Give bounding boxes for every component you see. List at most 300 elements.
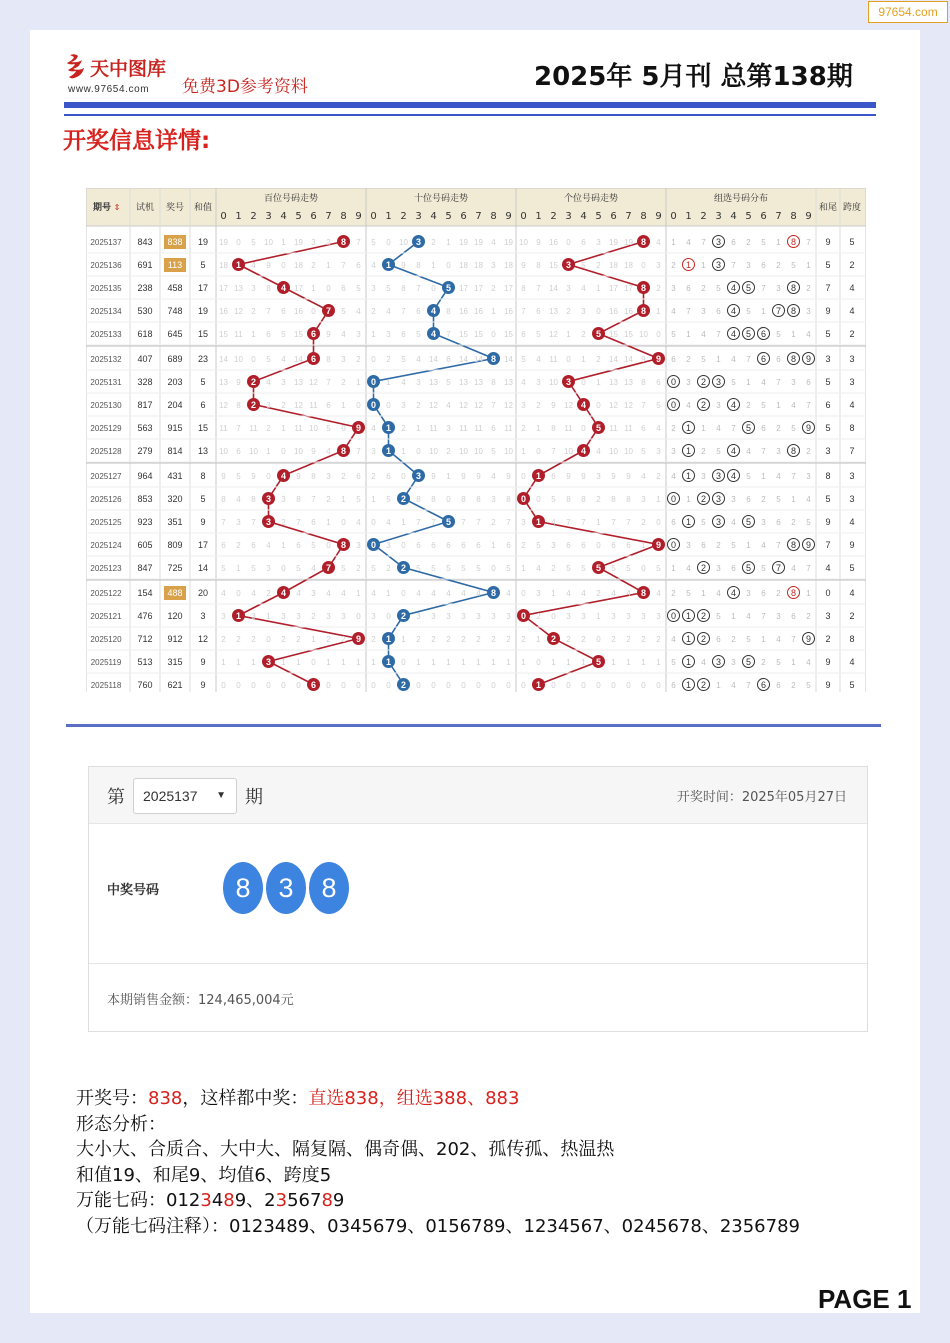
group-omission: 2 xyxy=(701,447,706,456)
omission-count: 1 xyxy=(566,330,571,339)
omission-count: 3 xyxy=(656,261,661,270)
omission-count: 0 xyxy=(581,681,586,690)
omission-count: 1 xyxy=(461,658,466,667)
hit-digit: 8 xyxy=(490,588,497,598)
omission-count: 3 xyxy=(596,472,601,481)
omission-count: 2 xyxy=(416,401,421,410)
group-omission: 5 xyxy=(761,401,766,410)
omission-count: 7 xyxy=(311,495,316,504)
group-hit-digit: 1 xyxy=(685,471,692,481)
omission-count: 0 xyxy=(596,541,601,550)
hit-digit: 2 xyxy=(400,680,407,690)
analysis-line-form: 形态分析： xyxy=(76,1113,166,1135)
group-omission: 2 xyxy=(701,284,706,293)
omission-count: 18 xyxy=(459,261,468,270)
digit-header: 9 xyxy=(505,211,512,222)
omission-count: 0 xyxy=(296,681,301,690)
omission-count: 7 xyxy=(266,307,271,316)
issue-cell: 2025128 xyxy=(90,447,122,456)
omission-count: 0 xyxy=(401,541,406,550)
omission-count: 6 xyxy=(266,330,271,339)
group-omission: 1 xyxy=(746,541,751,550)
omission-count: 5 xyxy=(416,330,421,339)
omission-count: 0 xyxy=(431,284,436,293)
sum-cell: 12 xyxy=(197,634,209,644)
omission-count: 1 xyxy=(311,284,316,293)
omission-count: 2 xyxy=(311,261,316,270)
omission-count: 6 xyxy=(476,541,481,550)
group-omission: 4 xyxy=(746,612,751,621)
draw-cell: 725 xyxy=(167,563,183,573)
omission-count: 4 xyxy=(356,307,361,316)
group-omission: 5 xyxy=(731,541,736,550)
analysis-line-notes: （万能七码注释）：0123489、0345679、0156789、1234567、0245678、2356789 xyxy=(76,1215,800,1237)
digit-header: 7 xyxy=(475,211,482,222)
sum-cell: 9 xyxy=(200,680,206,690)
group-omission: 1 xyxy=(671,564,676,573)
hit-digit: 8 xyxy=(640,588,647,598)
omission-count: 5 xyxy=(296,564,301,573)
omission-count: 12 xyxy=(564,401,573,410)
omission-count: 1 xyxy=(416,424,421,433)
omission-count: 14 xyxy=(549,284,558,293)
omission-count: 10 xyxy=(219,447,228,456)
group-omission: 2 xyxy=(776,261,781,270)
trial-cell: 923 xyxy=(137,517,153,527)
tail-cell: 2 xyxy=(825,634,831,644)
omission-count: 3 xyxy=(476,612,481,621)
group-omission: 4 xyxy=(716,589,721,598)
omission-count: 3 xyxy=(521,518,526,527)
omission-count: 5 xyxy=(371,564,376,573)
trial-cell: 563 xyxy=(137,423,153,433)
trial-cell: 407 xyxy=(137,354,153,364)
omission-count: 6 xyxy=(626,541,631,550)
digit-header: 9 xyxy=(655,211,662,222)
hit-digit: 3 xyxy=(265,517,272,527)
omission-count: 13 xyxy=(504,378,513,387)
omission-count: 3 xyxy=(251,284,256,293)
sum-cell: 15 xyxy=(197,329,209,339)
omission-count: 0 xyxy=(656,681,661,690)
omission-count: 0 xyxy=(371,355,376,364)
omission-count: 1 xyxy=(611,658,616,667)
omission-count: 2 xyxy=(566,307,571,316)
omission-count: 2 xyxy=(371,307,376,316)
omission-count: 0 xyxy=(401,589,406,598)
omission-count: 4 xyxy=(326,589,331,598)
group-omission: 7 xyxy=(701,238,706,247)
omission-count: 15 xyxy=(549,261,558,270)
omission-count: 2 xyxy=(536,401,541,410)
sum-cell: 20 xyxy=(197,588,209,598)
digit-header: 1 xyxy=(535,211,542,222)
tail-cell: 5 xyxy=(825,423,831,433)
omission-count: 1 xyxy=(446,472,451,481)
omission-count: 1 xyxy=(281,238,286,247)
omission-count: 1 xyxy=(371,330,376,339)
omission-count: 3 xyxy=(326,612,331,621)
group-omission: 1 xyxy=(791,330,796,339)
col-issue-header: 期号 xyxy=(92,203,112,213)
omission-count: 1 xyxy=(446,658,451,667)
group-omission: 7 xyxy=(806,401,811,410)
hit-digit: 8 xyxy=(340,446,347,456)
span-cell: 2 xyxy=(849,329,855,339)
omission-count: 10 xyxy=(564,447,573,456)
omission-count: 9 xyxy=(311,447,316,456)
sum-cell: 3 xyxy=(200,611,206,621)
issue-select[interactable] xyxy=(133,778,237,814)
omission-count: 1 xyxy=(326,658,331,667)
issue-select-value: 2025137 xyxy=(143,788,198,804)
omission-count: 8 xyxy=(551,424,556,433)
omission-count: 2 xyxy=(281,635,286,644)
omission-count: 1 xyxy=(536,635,541,644)
omission-count: 4 xyxy=(491,472,496,481)
draw-cell: 748 xyxy=(167,306,183,316)
group-hit-digit: 7 xyxy=(775,563,782,573)
issue-cell: 2025123 xyxy=(90,564,122,573)
group-hit-digit: 1 xyxy=(685,657,692,667)
omission-count: 4 xyxy=(476,589,481,598)
omission-count: 4 xyxy=(236,495,241,504)
omission-count: 17 xyxy=(504,284,513,293)
group-hit-digit: 8 xyxy=(790,446,797,456)
sum-cell: 6 xyxy=(200,400,206,410)
omission-count: 1 xyxy=(491,307,496,316)
omission-count: 5 xyxy=(386,495,391,504)
group-omission: 3 xyxy=(791,378,796,387)
group-omission: 6 xyxy=(716,307,721,316)
col-trial-header: 试机 xyxy=(135,203,155,213)
omission-count: 0 xyxy=(311,307,316,316)
omission-count: 19 xyxy=(459,238,468,247)
group-omission: 3 xyxy=(806,307,811,316)
omission-count: 1 xyxy=(521,658,526,667)
group-omission: 7 xyxy=(731,424,736,433)
omission-count: 19 xyxy=(624,238,633,247)
hit-digit: 8 xyxy=(340,237,347,247)
omission-count: 1 xyxy=(311,635,316,644)
omission-count: 3 xyxy=(626,612,631,621)
group-omission: 5 xyxy=(716,612,721,621)
omission-count: 0 xyxy=(476,681,481,690)
hit-digit: 1 xyxy=(235,611,242,621)
group-hit-digit: 0 xyxy=(670,494,677,504)
omission-count: 2 xyxy=(461,635,466,644)
group-omission: 3 xyxy=(686,378,691,387)
omission-count: 9 xyxy=(461,472,466,481)
omission-count: 1 xyxy=(356,658,361,667)
omission-count: 6 xyxy=(461,541,466,550)
omission-count: 2 xyxy=(521,541,526,550)
span-cell: 4 xyxy=(849,657,855,667)
omission-count: 1 xyxy=(266,447,271,456)
group-hit-digit: 3 xyxy=(715,657,722,667)
group-omission: 1 xyxy=(806,589,811,598)
span-cell: 5 xyxy=(849,680,855,690)
omission-count: 10 xyxy=(234,355,243,364)
omission-count: 9 xyxy=(566,472,571,481)
group-omission: 3 xyxy=(776,284,781,293)
group-omission: 4 xyxy=(686,564,691,573)
omission-count: 0 xyxy=(521,472,526,481)
zone-header: 百位号码走势 xyxy=(263,194,319,204)
omission-count: 2 xyxy=(251,635,256,644)
group-hit-digit: 2 xyxy=(700,680,707,690)
tail-cell: 0 xyxy=(825,588,831,598)
tail-cell: 9 xyxy=(825,306,831,316)
group-omission: 2 xyxy=(761,658,766,667)
omission-count: 12 xyxy=(234,307,243,316)
omission-count: 7 xyxy=(356,447,361,456)
omission-count: 10 xyxy=(249,447,258,456)
sum-cell: 9 xyxy=(200,517,206,527)
draw-cell: 912 xyxy=(167,634,183,644)
group-omission: 2 xyxy=(671,589,676,598)
group-hit-digit: 2 xyxy=(700,611,707,621)
sum-cell: 5 xyxy=(200,377,206,387)
omission-count: 6 xyxy=(311,518,316,527)
issue-cell: 2025121 xyxy=(90,612,122,621)
omission-count: 3 xyxy=(221,612,226,621)
hit-digit: 9 xyxy=(355,423,362,433)
group-omission: 4 xyxy=(701,658,706,667)
omission-count: 9 xyxy=(236,378,241,387)
omission-count: 18 xyxy=(474,261,483,270)
digit-header: 7 xyxy=(775,211,782,222)
group-hit-digit: 4 xyxy=(730,446,737,456)
hit-digit: 7 xyxy=(325,306,332,316)
omission-count: 7 xyxy=(641,401,646,410)
omission-count: 5 xyxy=(431,564,436,573)
omission-count: 19 xyxy=(219,238,228,247)
omission-count: 2 xyxy=(296,635,301,644)
header-rule-thin xyxy=(64,114,876,116)
omission-count: 2 xyxy=(356,355,361,364)
group-omission: 1 xyxy=(671,238,676,247)
group-omission: 1 xyxy=(806,261,811,270)
group-omission: 4 xyxy=(671,307,676,316)
omission-count: 6 xyxy=(251,541,256,550)
omission-count: 9 xyxy=(221,472,226,481)
omission-count: 10 xyxy=(549,378,558,387)
omission-count: 5 xyxy=(446,378,451,387)
sum-cell: 8 xyxy=(200,471,206,481)
hit-digit: 1 xyxy=(385,634,392,644)
digit-header: 0 xyxy=(370,211,377,222)
span-cell: 4 xyxy=(849,306,855,316)
group-omission: 2 xyxy=(686,355,691,364)
group-hit-digit: 5 xyxy=(745,563,752,573)
omission-count: 1 xyxy=(341,658,346,667)
omission-count: 12 xyxy=(219,401,228,410)
digit-header: 5 xyxy=(295,211,302,222)
header-subtitle: 免费3D参考资料 xyxy=(182,77,308,97)
omission-count: 4 xyxy=(581,284,586,293)
omission-count: 2 xyxy=(596,355,601,364)
tail-cell: 4 xyxy=(825,563,831,573)
omission-count: 5 xyxy=(251,238,256,247)
tail-cell: 5 xyxy=(825,377,831,387)
omission-count: 2 xyxy=(281,401,286,410)
omission-count: 1 xyxy=(626,658,631,667)
group-omission: 2 xyxy=(731,635,736,644)
omission-count: 6 xyxy=(521,330,526,339)
omission-count: 6 xyxy=(356,472,361,481)
omission-count: 2 xyxy=(611,635,616,644)
group-hit-digit: 4 xyxy=(730,329,737,339)
group-omission: 4 xyxy=(731,518,736,527)
omission-count: 18 xyxy=(609,261,618,270)
hit-digit: 9 xyxy=(355,634,362,644)
omission-count: 4 xyxy=(386,518,391,527)
span-cell: 3 xyxy=(849,354,855,364)
omission-count: 1 xyxy=(521,447,526,456)
omission-count: 6 xyxy=(446,355,451,364)
omission-count: 15 xyxy=(474,330,483,339)
watermark: 97654.com xyxy=(868,1,948,23)
omission-count: 16 xyxy=(474,307,483,316)
digit-header: 1 xyxy=(385,211,392,222)
omission-count: 3 xyxy=(341,612,346,621)
omission-count: 3 xyxy=(641,495,646,504)
group-hit-digit: 5 xyxy=(745,517,752,527)
omission-count: 18 xyxy=(624,261,633,270)
issue-cell: 2025135 xyxy=(90,284,122,293)
group-omission: 7 xyxy=(806,564,811,573)
issue-cell: 2025131 xyxy=(90,378,122,387)
omission-count: 5 xyxy=(536,541,541,550)
omission-count: 6 xyxy=(611,541,616,550)
issue-cell: 2025118 xyxy=(90,681,122,690)
group-omission: 4 xyxy=(686,238,691,247)
omission-count: 14 xyxy=(294,355,303,364)
group-hit-digit: 4 xyxy=(730,588,737,598)
omission-count: 3 xyxy=(371,284,376,293)
digit-header: 6 xyxy=(310,211,317,222)
omission-count: 3 xyxy=(581,307,586,316)
hit-digit: 6 xyxy=(310,354,317,364)
group-hit-digit: 4 xyxy=(730,283,737,293)
group-omission: 6 xyxy=(776,518,781,527)
omission-count: 7 xyxy=(416,518,421,527)
omission-count: 4 xyxy=(656,424,661,433)
sum-cell: 9 xyxy=(200,657,206,667)
omission-count: 0 xyxy=(611,681,616,690)
group-omission: 7 xyxy=(716,330,721,339)
omission-count: 11 xyxy=(249,424,258,433)
omission-count: 12 xyxy=(474,401,483,410)
span-cell: 4 xyxy=(849,588,855,598)
omission-count: 4 xyxy=(341,330,346,339)
omission-count: 0 xyxy=(416,447,421,456)
tail-cell: 5 xyxy=(825,260,831,270)
omission-count: 11 xyxy=(294,424,303,433)
omission-count: 4 xyxy=(416,589,421,598)
omission-count: 2 xyxy=(536,612,541,621)
digit-header: 0 xyxy=(220,211,227,222)
omission-count: 17 xyxy=(294,284,303,293)
omission-count: 4 xyxy=(566,589,571,598)
hit-digit: 1 xyxy=(535,517,542,527)
omission-count: 4 xyxy=(536,355,541,364)
omission-count: 7 xyxy=(236,424,241,433)
omission-count: 0 xyxy=(596,401,601,410)
hit-digit: 3 xyxy=(565,377,572,387)
omission-count: 10 xyxy=(474,447,483,456)
omission-count: 4 xyxy=(611,589,616,598)
digit-header: 3 xyxy=(265,211,272,222)
omission-count: 0 xyxy=(386,681,391,690)
omission-count: 13 xyxy=(549,307,558,316)
group-hit-digit: 5 xyxy=(745,283,752,293)
omission-count: 10 xyxy=(624,447,633,456)
group-omission: 6 xyxy=(671,518,676,527)
omission-count: 3 xyxy=(386,330,391,339)
group-omission: 2 xyxy=(791,681,796,690)
omission-count: 4 xyxy=(401,378,406,387)
omission-count: 2 xyxy=(581,635,586,644)
group-omission: 2 xyxy=(716,541,721,550)
group-hit-digit: 3 xyxy=(715,377,722,387)
omission-count: 13 xyxy=(459,378,468,387)
omission-count: 7 xyxy=(626,518,631,527)
omission-count: 2 xyxy=(626,635,631,644)
draw-cell: 838 xyxy=(167,237,183,247)
group-omission: 1 xyxy=(791,658,796,667)
col-sum-header: 和值 xyxy=(193,203,213,213)
omission-count: 4 xyxy=(386,307,391,316)
omission-count: 2 xyxy=(386,355,391,364)
group-omission: 1 xyxy=(746,378,751,387)
omission-count: 12 xyxy=(504,401,513,410)
omission-count: 6 xyxy=(236,447,241,456)
section-divider xyxy=(66,724,881,727)
omission-count: 13 xyxy=(219,378,228,387)
digit-header: 3 xyxy=(565,211,572,222)
hit-digit: 4 xyxy=(280,283,287,293)
omission-count: 1 xyxy=(281,424,286,433)
span-cell: 9 xyxy=(849,540,855,550)
group-omission: 3 xyxy=(746,261,751,270)
group-omission: 3 xyxy=(686,541,691,550)
omission-count: 14 xyxy=(429,355,438,364)
omission-count: 4 xyxy=(296,589,301,598)
group-omission: 7 xyxy=(686,307,691,316)
group-omission: 5 xyxy=(671,330,676,339)
hit-digit: 4 xyxy=(280,588,287,598)
digit-header: 2 xyxy=(400,211,407,222)
omission-count: 1 xyxy=(641,658,646,667)
omission-count: 0 xyxy=(581,378,586,387)
page-sheet xyxy=(30,30,920,1313)
group-omission: 5 xyxy=(746,635,751,644)
omission-count: 6 xyxy=(221,541,226,550)
omission-count: 2 xyxy=(596,589,601,598)
digit-header: 3 xyxy=(715,211,722,222)
group-omission: 4 xyxy=(806,658,811,667)
omission-count: 3 xyxy=(266,401,271,410)
omission-count: 2 xyxy=(266,424,271,433)
draw-cell: 315 xyxy=(167,657,183,667)
winning-ball: 8 xyxy=(309,862,349,914)
group-omission: 3 xyxy=(731,495,736,504)
omission-count: 10 xyxy=(309,424,318,433)
omission-count: 6 xyxy=(491,424,496,433)
omission-count: 3 xyxy=(296,612,301,621)
